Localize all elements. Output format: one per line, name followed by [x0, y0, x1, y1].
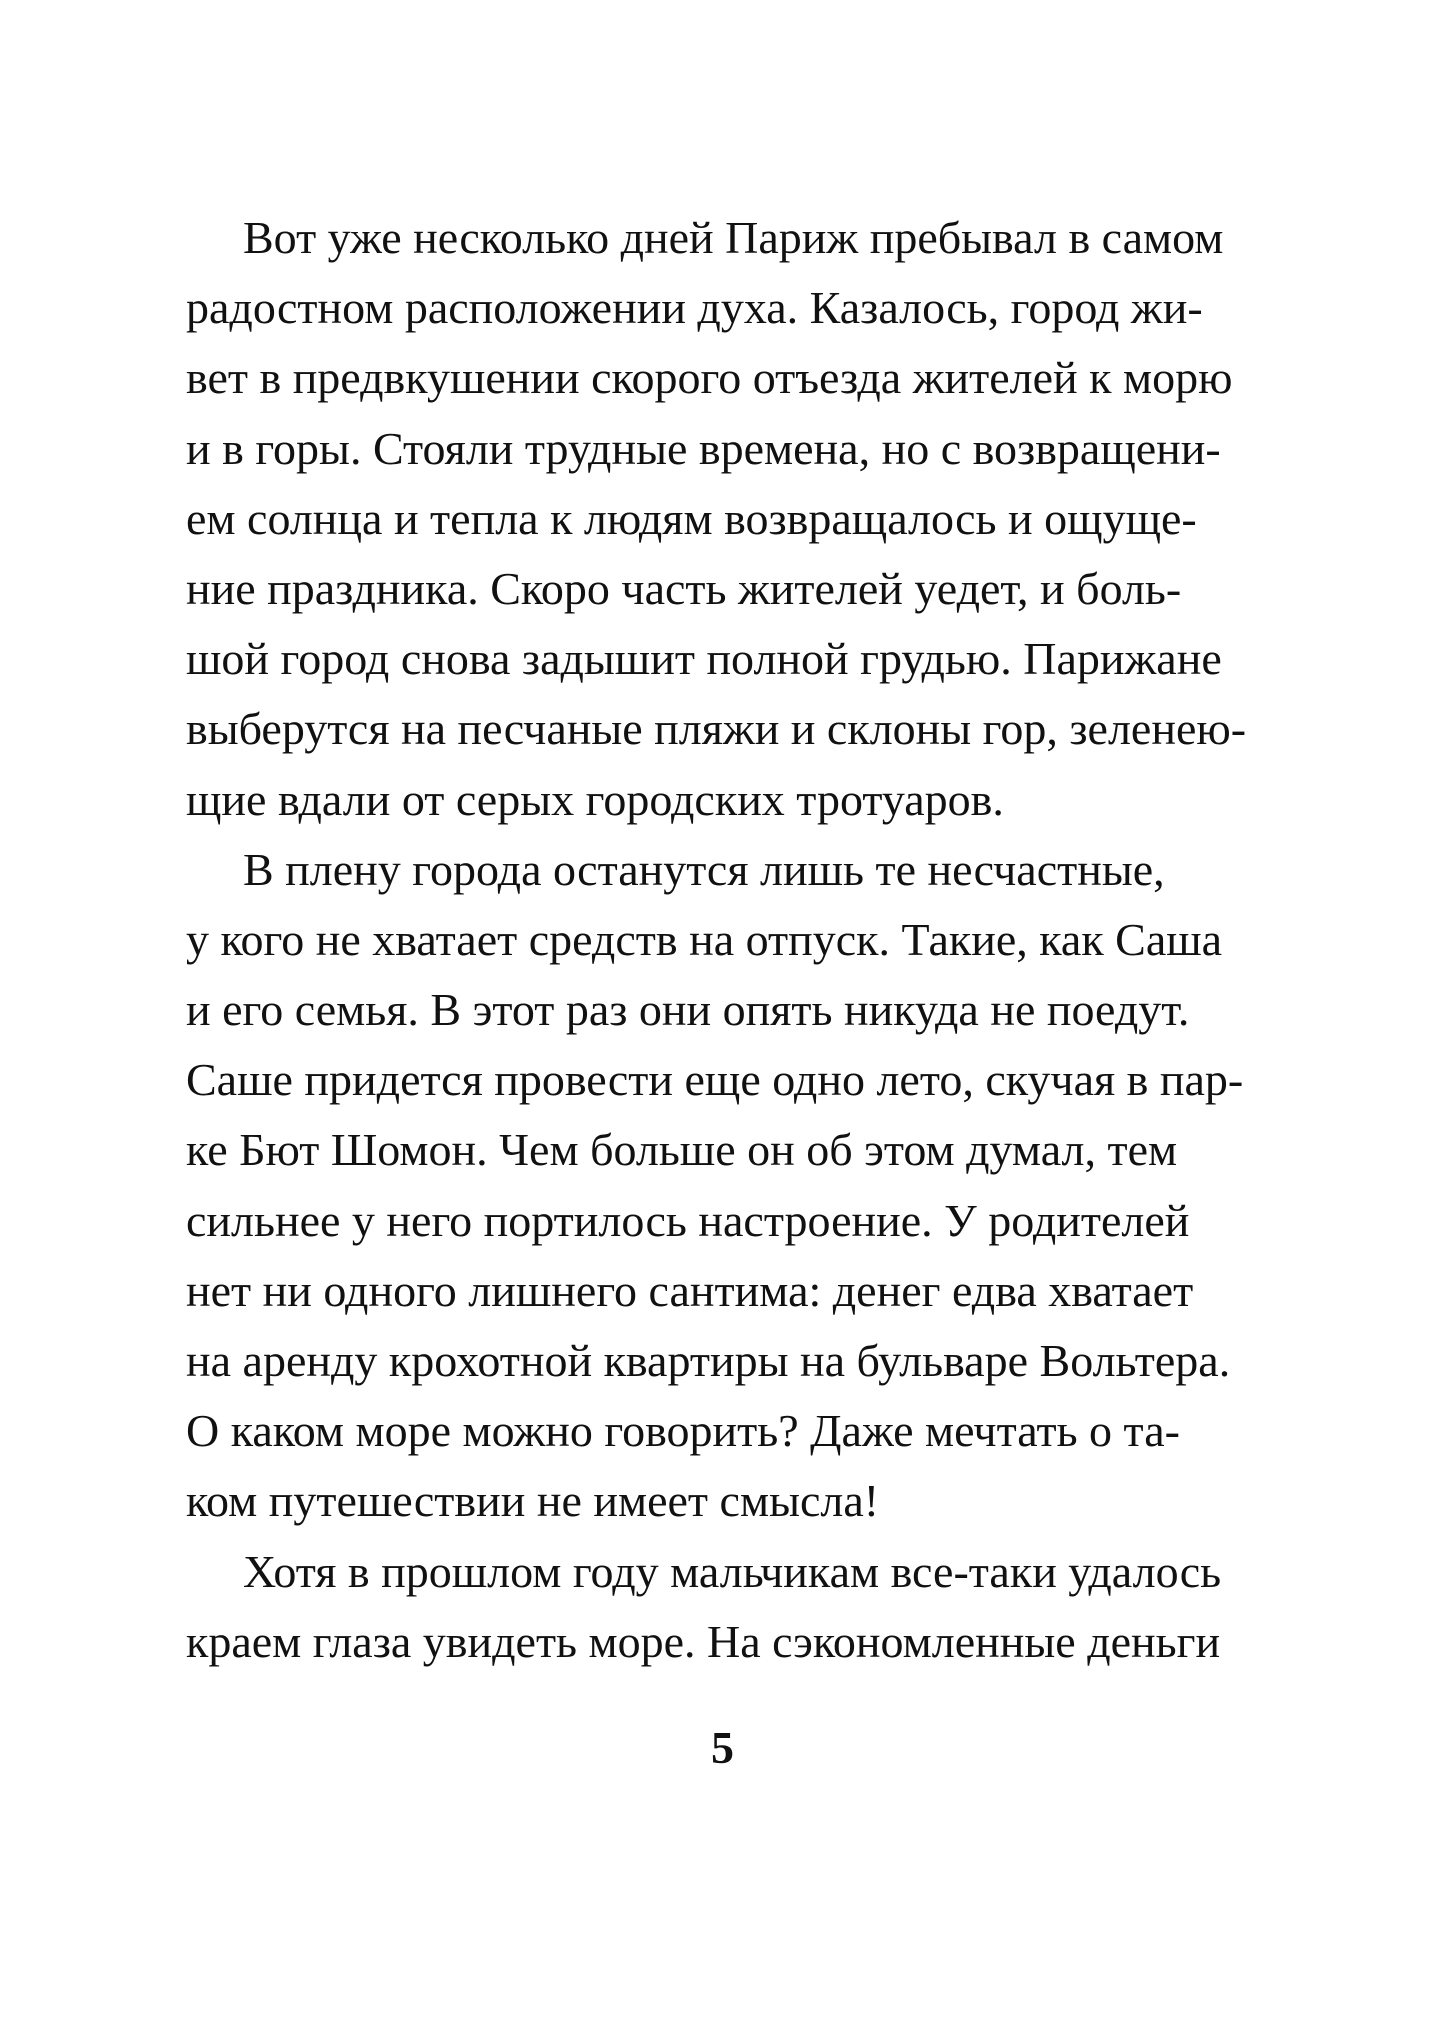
text-line: ке Бют Шомон. Чем больше он об этом думал, тем: [186, 1124, 1178, 1176]
text-line: ние праздника. Скоро часть жителей уедет, и боль-: [186, 562, 1182, 614]
text-line: Хотя в прошлом году мальчикам все-таки удалось: [243, 1545, 1222, 1597]
body-text: [186, 203, 1247, 1677]
page-number: 5: [711, 1722, 734, 1773]
text-line: вет в предвкушении скорого отъезда жителей к морю: [186, 352, 1233, 404]
text-line: краем глаза увидеть море. На сэкономленные деньги: [186, 1615, 1221, 1667]
text-line: и в горы. Стояли трудные времена, но с возвращени-: [186, 422, 1221, 474]
text-line: В плену города останутся лишь те несчастные,: [243, 843, 1165, 895]
text-line: и его семья. В этот раз они опять никуда не поедут.: [186, 984, 1190, 1036]
text-line: у кого не хватает средств на отпуск. Такие, как Саша: [186, 913, 1223, 965]
text-line: шой город снова задышит полной грудью. Парижане: [186, 633, 1222, 685]
text-line: сильнее у него портилось настроение. У родителей: [186, 1194, 1190, 1246]
text-line: нет ни одного лишнего сантима: денег едва хватает: [186, 1264, 1194, 1316]
text-line: на аренду крохотной квартиры на бульваре Вольтера.: [186, 1335, 1231, 1386]
text-line: выберутся на песчаные пляжи и склоны гор, зеленею-: [186, 703, 1247, 755]
text-line: О каком море можно говорить? Даже мечтать о та-: [186, 1405, 1180, 1457]
text-line: радостном расположении духа. Казалось, город жи-: [186, 282, 1203, 334]
text-line: ем солнца и тепла к людям возвращалось и ощуще-: [186, 492, 1197, 544]
text-line: ком путешествии не имеет смысла!: [186, 1475, 880, 1527]
text-line: Саше придется провести еще одно лето, скучая в пар-: [186, 1054, 1244, 1106]
text-line: Вот уже несколько дней Париж пребывал в самом: [243, 212, 1224, 263]
text-line: щие вдали от серых городских тротуаров.: [186, 773, 1004, 825]
